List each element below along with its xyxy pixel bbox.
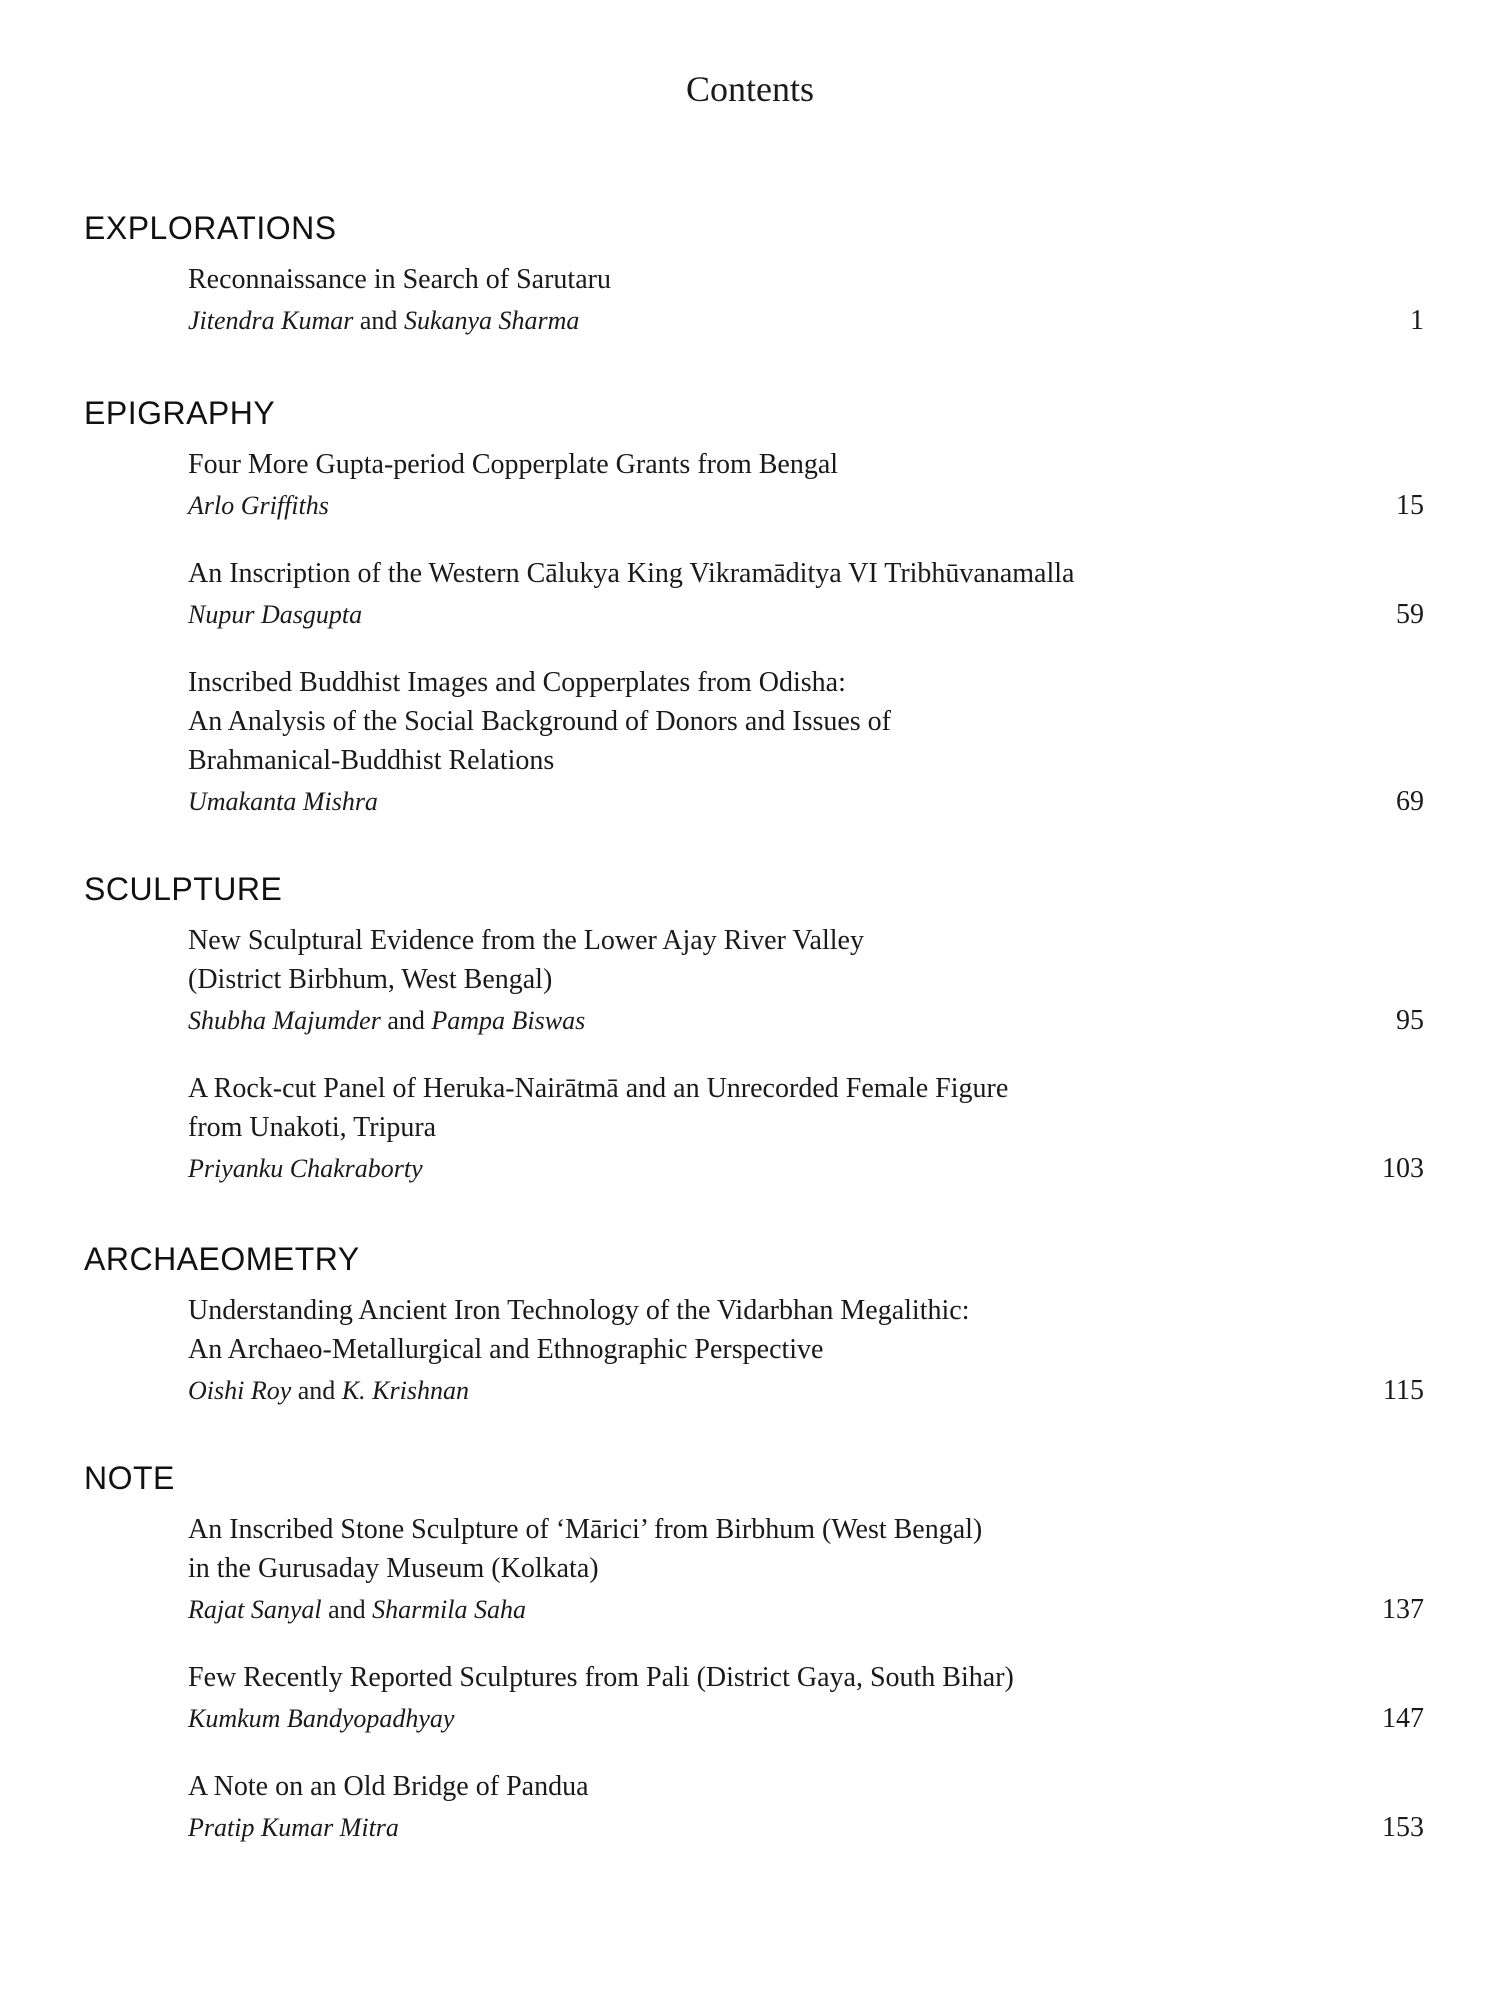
page-number: 137 [1382, 1594, 1424, 1625]
entry-title: A Note on an Old Bridge of Pandua [188, 1771, 589, 1802]
author-joiner: and [321, 1595, 373, 1624]
toc-entry[interactable] [188, 1069, 1424, 1191]
page-number: 147 [1382, 1703, 1424, 1734]
entry-title: An Inscribed Stone Sculpture of ‘Mārici’ from Birbhum (West Bengal) in the Gurusaday Museum (Kolkata) [188, 1514, 983, 1584]
entry-title: New Sculptural Evidence from the Lower Ajay River Valley (District Birbhum, West Bengal) [188, 925, 864, 995]
section-heading: ARCHAEOMETRY [84, 1241, 360, 1277]
page-number: 1 [1410, 305, 1424, 336]
toc-entry[interactable] [188, 1291, 1424, 1413]
author-name: Nupur Dasgupta [188, 600, 363, 629]
section-heading: EPIGRAPHY [84, 395, 276, 431]
author-name: Pampa Biswas [431, 1006, 586, 1035]
author-name: K. Krishnan [341, 1376, 469, 1405]
author-name: Priyanku Chakraborty [188, 1154, 423, 1183]
entry-authors [188, 1369, 1424, 1413]
author-joiner: and [291, 1376, 342, 1405]
toc-entry[interactable] [188, 554, 1424, 637]
page-number: 115 [1383, 1375, 1424, 1406]
author-name: Jitendra Kumar [188, 306, 354, 335]
entry-title: An Inscription of the Western Cālukya King Vikramāditya VI Tribhūvanamalla [188, 558, 1075, 589]
entry-authors [188, 1588, 1424, 1632]
toc-entry[interactable] [188, 445, 1424, 528]
entry-authors [188, 1806, 1424, 1850]
entry-title: A Rock-cut Panel of Heruka-Nairātmā and an Unrecorded Female Figure from Unakoti, Tripura [188, 1073, 1009, 1143]
author-name: Sukanya Sharma [403, 306, 580, 335]
author-name: Arlo Griffiths [188, 491, 329, 520]
entry-title: Few Recently Reported Sculptures from Pali (District Gaya, South Bihar) [188, 1662, 1014, 1693]
toc-entry[interactable] [188, 1767, 1424, 1850]
entry-authors [188, 484, 1424, 528]
entry-authors [188, 1697, 1424, 1741]
section-heading: SCULPTURE [84, 871, 283, 907]
toc-entry[interactable] [188, 663, 1424, 824]
entry-title: Understanding Ancient Iron Technology of the Vidarbhan Megalithic: An Archaeo-Metallurgical and Ethnographic Perspective [188, 1295, 970, 1365]
author-joiner: and [353, 306, 404, 335]
section-heading: NOTE [84, 1460, 175, 1496]
author-name: Umakanta Mishra [188, 787, 378, 816]
page-number: 69 [1396, 786, 1424, 817]
entry-title: Inscribed Buddhist Images and Copperplates from Odisha: An Analysis of the Social Background of Donors and Issues of Brahmanical-Buddhist Relations [188, 667, 892, 776]
page-number: 59 [1396, 599, 1424, 630]
entry-authors [188, 999, 1424, 1043]
author-name: Pratip Kumar Mitra [188, 1813, 399, 1842]
author-name: Oishi Roy [188, 1376, 292, 1405]
section-explorations [84, 208, 1424, 343]
page-number: 153 [1382, 1812, 1424, 1843]
author-joiner: and [380, 1006, 432, 1035]
toc-entry[interactable] [188, 1510, 1424, 1632]
entry-title: Reconnaissance in Search of Sarutaru [188, 264, 611, 295]
entry-authors [188, 1147, 1424, 1191]
toc-entry[interactable] [188, 1658, 1424, 1741]
section-sculpture [84, 869, 1424, 1191]
entry-authors [188, 780, 1424, 824]
author-name: Rajat Sanyal [188, 1595, 322, 1624]
page-number: 95 [1396, 1005, 1424, 1036]
page-number: 103 [1382, 1153, 1424, 1184]
section-heading: EXPLORATIONS [84, 210, 337, 246]
entry-title: Four More Gupta-period Copperplate Grants from Bengal [188, 449, 839, 480]
author-name: Shubha Majumder [188, 1006, 381, 1035]
section-archaeometry [84, 1239, 1424, 1413]
page-title: Contents [685, 69, 814, 109]
toc-entry[interactable] [188, 260, 1424, 343]
toc-entry[interactable] [188, 921, 1424, 1043]
section-note [84, 1458, 1424, 1850]
page-number: 15 [1396, 490, 1424, 521]
entry-authors [188, 593, 1424, 637]
section-epigraphy [84, 393, 1424, 824]
author-name: Sharmila Saha [372, 1595, 526, 1624]
entry-authors [188, 299, 1424, 343]
author-name: Kumkum Bandyopadhyay [188, 1704, 455, 1733]
